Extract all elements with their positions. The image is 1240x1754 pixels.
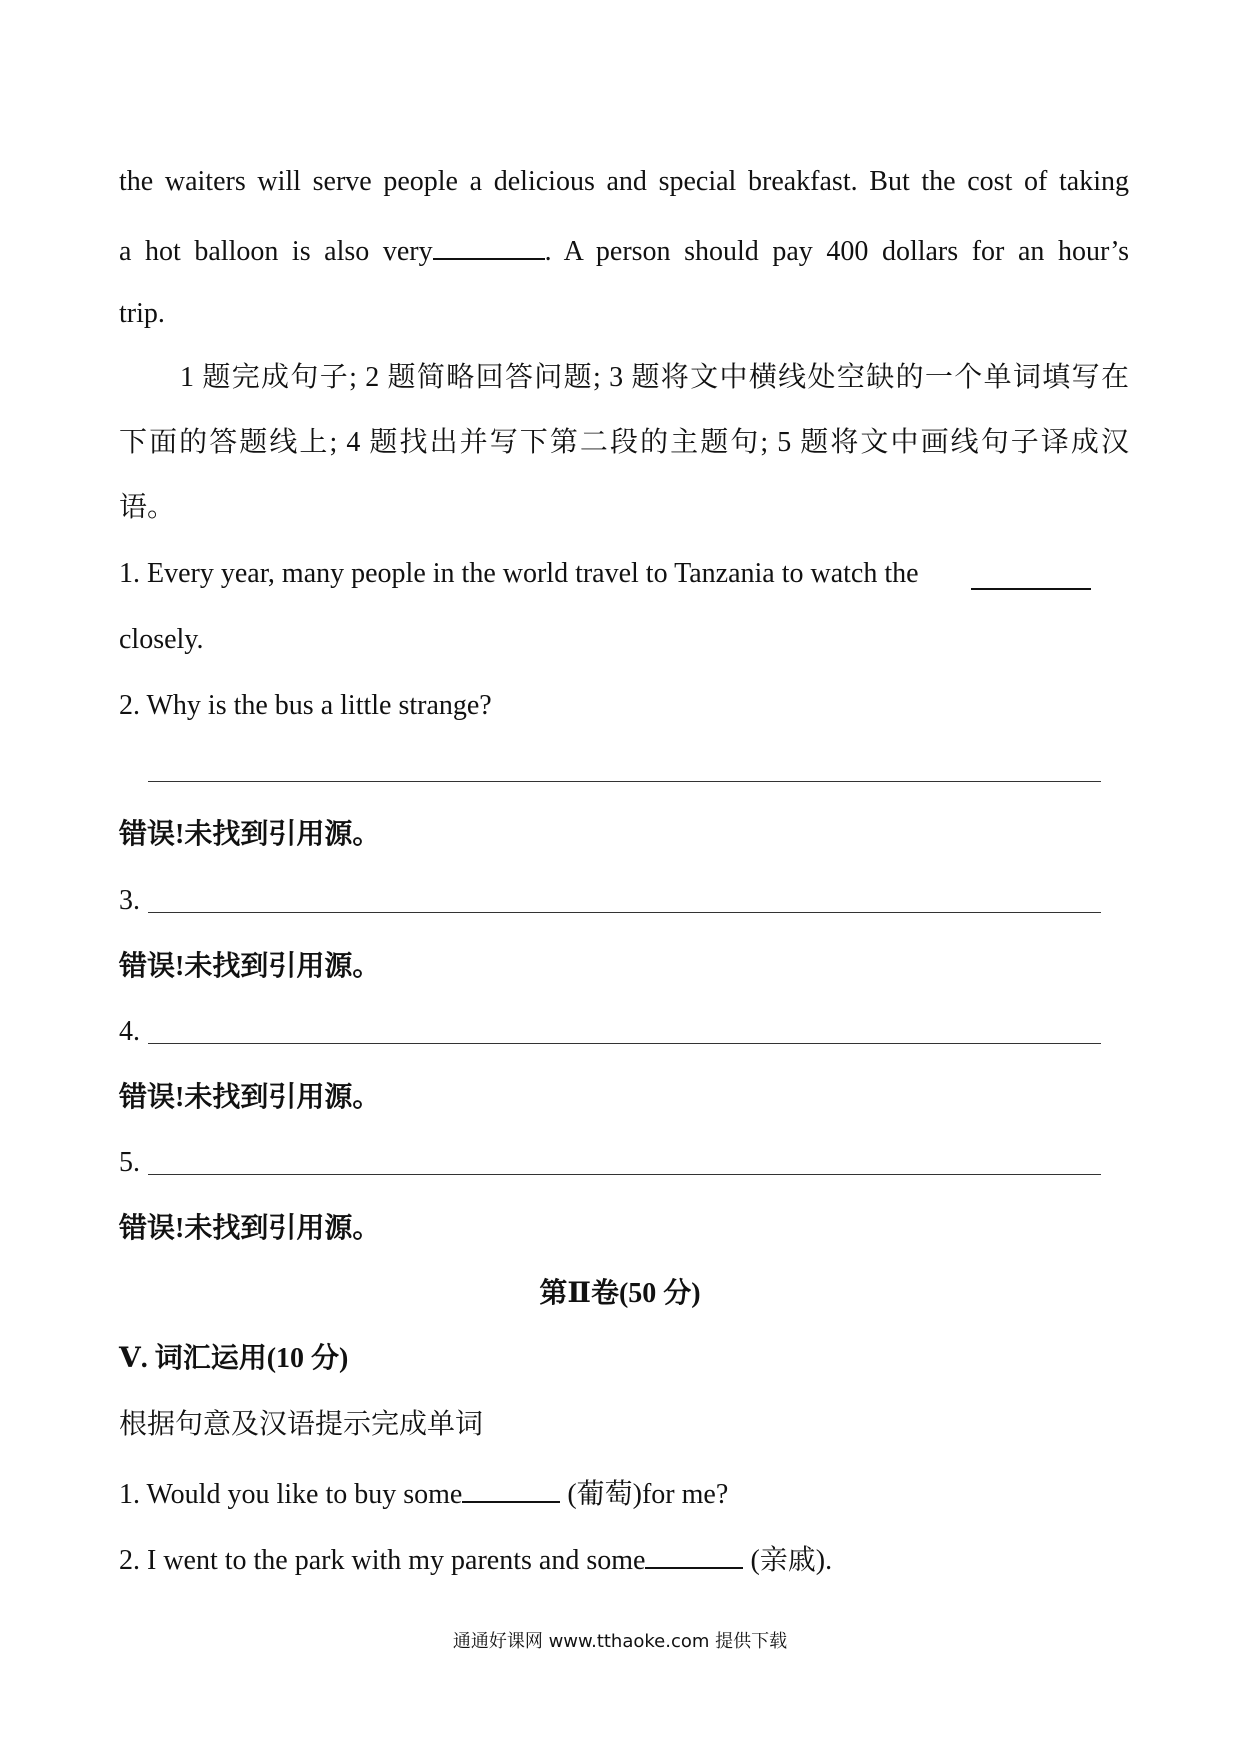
question-1: 1. Every year, many people in the world travel to Tanzania to watch the xyxy=(119,558,919,589)
vocab-item-1-blank[interactable] xyxy=(462,1471,560,1503)
error-reference-2: 错误!未找到引用源。 xyxy=(119,951,381,982)
section-title: 第Ⅱ卷(50 分) xyxy=(539,1278,701,1309)
vocab-item-1: 1. Would you like to buy some (葡萄)for me? xyxy=(119,1471,1129,1515)
vocab-item-2-blank[interactable] xyxy=(645,1537,743,1569)
passage-line-2: a hot balloon is also very . A person should pay 400 dollars for an hour’s xyxy=(119,228,1129,272)
passage-line-1: the waiters will serve people a delicious and special breakfast. But the cost of taking xyxy=(119,166,1129,197)
passage-line-3: trip. xyxy=(119,298,165,329)
answer-blank[interactable] xyxy=(433,228,545,260)
page-footer: 通通好课网 www.tthaoke.com 提供下载 xyxy=(452,1631,788,1652)
question-3-label: 3. xyxy=(119,885,140,916)
question-5-label: 5. xyxy=(119,1147,140,1178)
error-reference-4: 错误!未找到引用源。 xyxy=(119,1213,381,1244)
vocab-item-2: 2. I went to the park with my parents and some (亲戚). xyxy=(119,1537,1129,1581)
question-4-label: 4. xyxy=(119,1016,140,1047)
question-1-continued: closely. xyxy=(119,624,204,655)
instruction-line-2: 下面的答题线上; 4 题找出并写下第二段的主题句; 5 题将文中画线句子译成汉 xyxy=(119,427,1129,458)
part-heading: Ⅴ. 词汇运用(10 分) xyxy=(119,1343,349,1374)
question-4-answer-line[interactable] xyxy=(148,1043,1101,1044)
question-2-answer-line[interactable] xyxy=(148,781,1101,782)
question-5-answer-line[interactable] xyxy=(148,1174,1101,1175)
error-reference-3: 错误!未找到引用源。 xyxy=(119,1082,381,1113)
question-3-answer-line[interactable] xyxy=(148,912,1101,913)
question-1-blank[interactable] xyxy=(971,588,1091,590)
instruction-line-3: 语。 xyxy=(119,492,176,523)
question-2: 2. Why is the bus a little strange? xyxy=(119,690,492,721)
part-instruction: 根据句意及汉语提示完成单词 xyxy=(119,1409,484,1440)
instruction-line-1: 1 题完成句子; 2 题简略回答问题; 3 题将文中横线处空缺的一个单词填写在 xyxy=(180,362,1129,393)
error-reference-1: 错误!未找到引用源。 xyxy=(119,819,381,850)
